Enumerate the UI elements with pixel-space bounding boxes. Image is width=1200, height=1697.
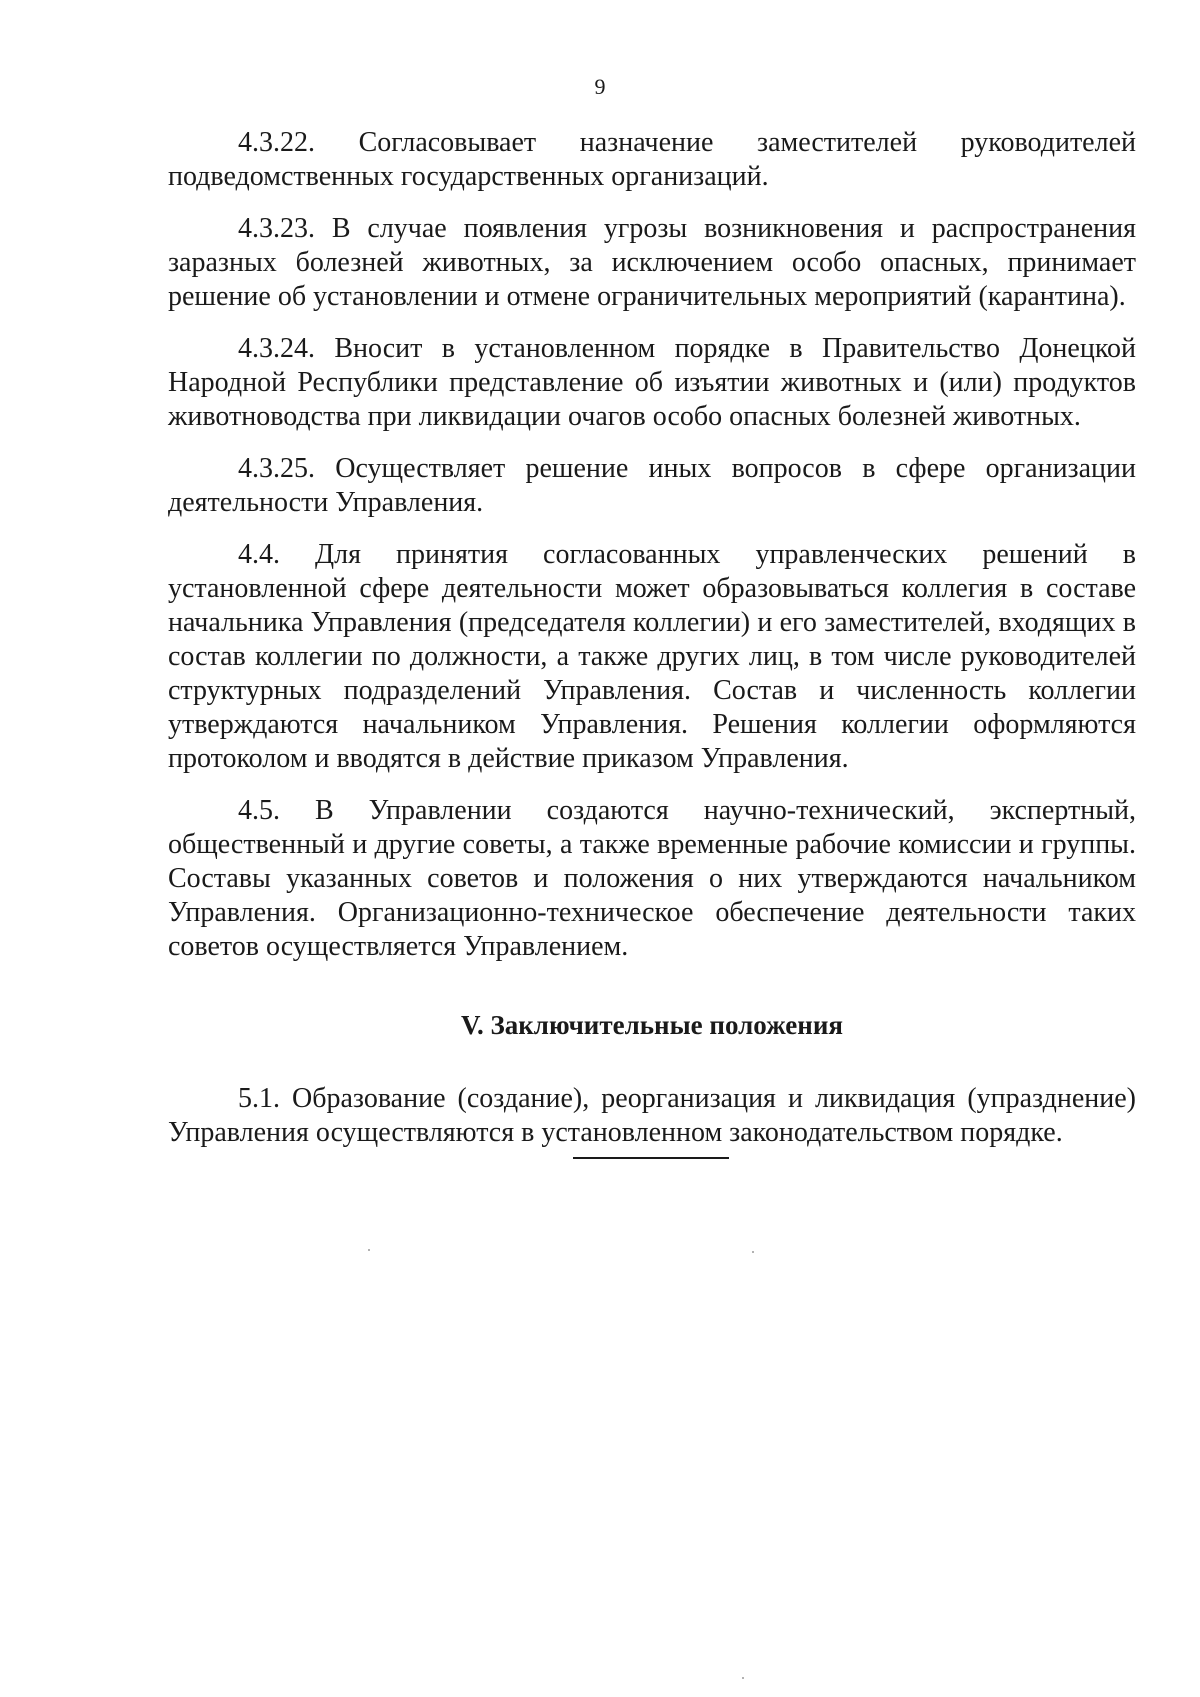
paragraph-5-1: 5.1. Образование (создание), реорганизация и ликвидация (упразднение) Управления осуществляются в установленном законодательством порядке. [168, 1083, 1136, 1148]
paragraph-4-3-24: 4.3.24. Вносит в установленном порядке в Правительство Донецкой Народной Республики представление об изъятии животных и (или) продуктов животноводства при ликвидации очагов особо опасных болезней животных. [168, 333, 1136, 432]
page-number: 9 [594, 74, 606, 99]
scan-speck [752, 1251, 754, 1253]
scan-speck [742, 1677, 744, 1679]
paragraph-4-4: 4.4. Для принятия согласованных управленческих решений в установленной сфере деятельности может образовываться коллегия в составе начальника Управления (председателя коллегии) и его заместителей, входящих в состав коллегии по должности, а также других лиц, в том числе руководителей структурных подразделений Управления. Состав и численность коллегии утверждаются начальником Управления. Решения коллегии оформляются протоколом и вводятся в действие приказом Управления. [168, 539, 1136, 774]
section-heading: V. Заключительные положения [460, 1010, 843, 1040]
document-body [168, 126, 1136, 1168]
end-of-document-rule [573, 1157, 729, 1159]
paragraph-4-3-25: 4.3.25. Осуществляет решение иных вопросов в сфере организации деятельности Управления. [168, 453, 1136, 518]
scan-speck [368, 1249, 370, 1251]
paragraph-4-3-23: 4.3.23. В случае появления угрозы возникновения и распространения заразных болезней животных, за исключением особо опасных, принимает решение об установлении и отмене ограничительных мероприятий (карантина). [168, 213, 1136, 312]
paragraph-4-3-22: 4.3.22. Согласовывает назначение заместителей руководителей подведомственных государственных организаций. [168, 127, 1136, 192]
paragraph-4-5: 4.5. В Управлении создаются научно-технический, экспертный, общественный и другие советы, а также временные рабочие комиссии и группы. Составы указанных советов и положения о них утверждаются начальником Управления. Организационно-техническое обеспечение деятельности таких советов осуществляется Управлением. [168, 795, 1136, 962]
